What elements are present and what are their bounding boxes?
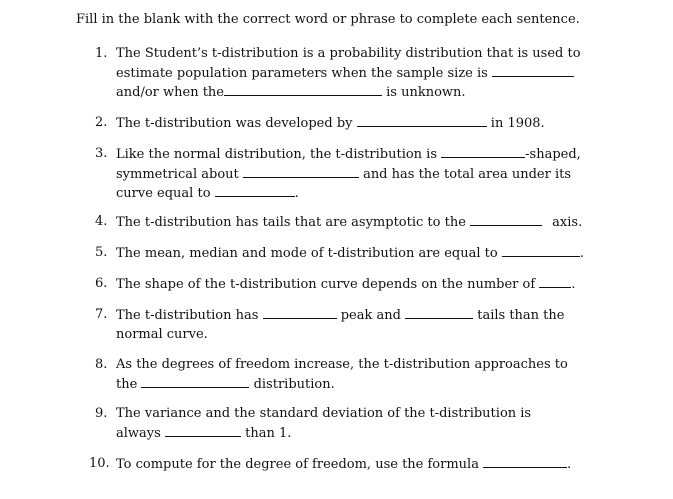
answer-blank[interactable]	[224, 83, 382, 96]
question-9	[95, 405, 595, 443]
question-number: 1.	[95, 46, 108, 61]
question-number: 3.	[95, 146, 108, 161]
question-text: To compute for the degree of freedom, use the formula	[116, 457, 479, 472]
question-text: -shaped,	[525, 147, 581, 162]
question-text: The Student’s t-distribution is a probability distribution that is used to	[116, 46, 581, 61]
question-text: estimate population parameters when the sample size is	[116, 65, 488, 81]
question-8	[95, 356, 595, 394]
question-text: the	[116, 376, 138, 392]
question-5	[95, 244, 595, 264]
answer-blank[interactable]	[539, 275, 571, 288]
question-number: 7.	[95, 307, 108, 322]
question-text: symmetrical about	[116, 166, 239, 182]
question-text: The shape of the t-distribution curve depends on the number of	[116, 277, 536, 292]
question-text: .	[571, 277, 576, 292]
question-text: The mean, median and mode of t-distribution are equal to	[116, 246, 498, 261]
question-number: 5.	[95, 245, 108, 260]
answer-blank[interactable]	[141, 375, 249, 388]
question-number: 10.	[89, 456, 110, 471]
question-text: The t-distribution has	[116, 308, 259, 323]
question-10	[89, 455, 595, 475]
question-text: tails than the	[477, 308, 565, 323]
question-text: normal curve.	[116, 326, 208, 342]
answer-blank[interactable]	[405, 306, 473, 319]
question-text: As the degrees of freedom increase, the t-distribution approaches to	[116, 357, 568, 372]
answer-blank[interactable]	[215, 184, 295, 197]
answer-blank[interactable]	[243, 165, 359, 178]
question-text: The t-distribution was developed by	[116, 116, 353, 131]
answer-blank[interactable]	[263, 306, 337, 319]
question-4	[95, 213, 595, 233]
question-text: than 1.	[245, 425, 292, 441]
question-text: is unknown.	[386, 85, 466, 100]
question-text: peak and	[340, 308, 401, 323]
instructions: Fill in the blank with the correct word or phrase to complete each sentence.	[76, 12, 580, 27]
question-number: 4.	[95, 214, 108, 229]
question-number: 6.	[95, 276, 108, 291]
question-text: The t-distribution has tails that are asymptotic to the	[116, 215, 466, 230]
question-3	[95, 145, 595, 204]
question-2	[95, 114, 595, 134]
question-text: .	[567, 457, 572, 472]
answer-blank[interactable]	[165, 424, 241, 437]
question-text: always	[116, 425, 161, 441]
question-text: Like the normal distribution, the t-distribution is	[116, 147, 438, 162]
question-1	[95, 45, 595, 103]
question-number: 9.	[95, 406, 108, 421]
question-number: 8.	[95, 357, 108, 372]
question-text: and has the total area under its	[363, 166, 572, 182]
answer-blank[interactable]	[470, 213, 542, 226]
question-text: axis.	[552, 215, 583, 230]
answer-blank[interactable]	[502, 244, 580, 257]
question-text: .	[579, 246, 585, 261]
question-7	[95, 306, 595, 344]
answer-blank[interactable]	[357, 114, 487, 127]
question-text: and/or when the	[116, 85, 224, 100]
question-text: The variance and the standard deviation of the t-distribution is	[116, 406, 532, 421]
question-6	[95, 275, 595, 295]
question-text: in 1908.	[490, 116, 545, 131]
answer-blank[interactable]	[441, 145, 525, 158]
question-number: 2.	[95, 115, 108, 130]
question-text: distribution.	[253, 376, 335, 392]
answer-blank[interactable]	[492, 64, 574, 77]
answer-blank[interactable]	[483, 455, 567, 468]
question-text: curve equal to	[116, 186, 211, 201]
question-text: .	[294, 186, 299, 201]
